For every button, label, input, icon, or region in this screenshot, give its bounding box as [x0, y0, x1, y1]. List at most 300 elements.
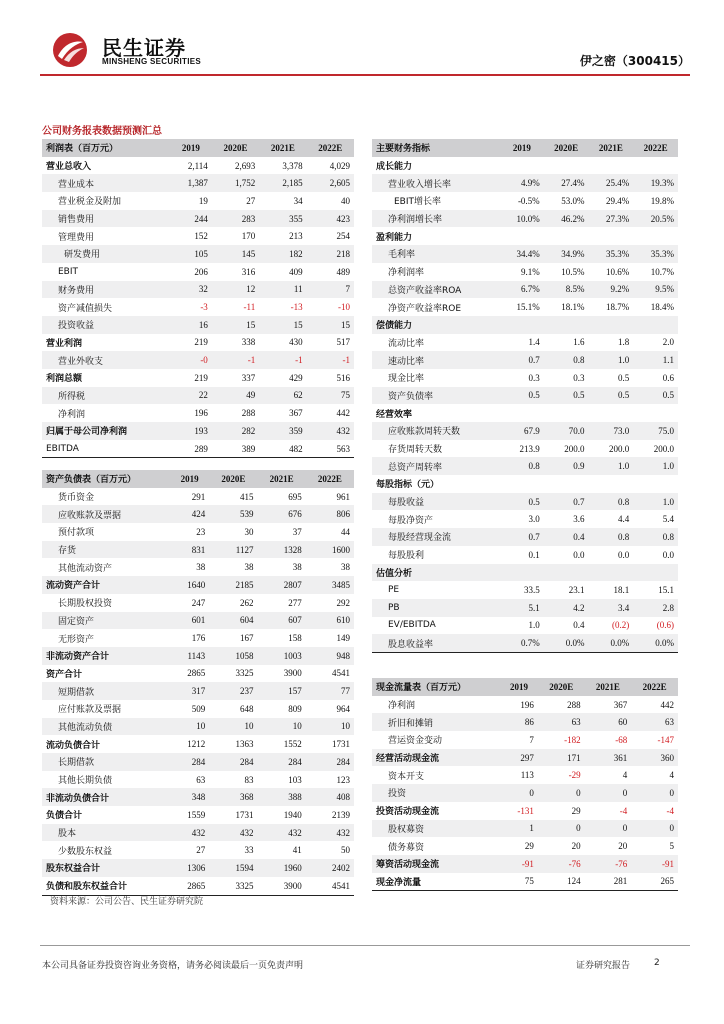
cell-value: 4.2 [544, 599, 589, 617]
cell-value: 19 [198, 195, 208, 206]
cell-value: 2139 [332, 809, 350, 820]
column-header: 2020E [538, 678, 585, 696]
cell-value: 22 [170, 387, 212, 405]
cell-value: 648 [239, 703, 254, 714]
cell-value: -91 [631, 855, 678, 873]
table-row [372, 634, 678, 652]
cell-value: 430 [289, 337, 303, 348]
cell-value: 16 [170, 316, 212, 334]
cell-value: 348 [170, 788, 209, 806]
table-row [372, 475, 678, 493]
row-label: 经营效率 [376, 409, 413, 420]
table-title: 资产负债表（百万元） [42, 470, 170, 488]
row-label: 营业收入增长率 [372, 174, 500, 192]
cell-value: -91 [500, 855, 538, 873]
cell-value: 23.1 [568, 585, 585, 596]
cell-value: 124 [538, 873, 585, 891]
cell-value: 170 [241, 231, 256, 242]
row-label: 长期股权投资 [58, 599, 113, 610]
table-row [42, 594, 354, 612]
cell-value: 610 [306, 612, 354, 630]
cell-value: 83 [244, 774, 254, 785]
balance-sheet-table [42, 470, 354, 896]
cell-value: 432 [306, 824, 354, 842]
table-row [42, 877, 354, 895]
cell-value: 15 [307, 316, 354, 334]
cell-value: 3.4 [588, 599, 633, 617]
cell-value: 676 [257, 505, 305, 523]
cell-value: 213.9 [519, 443, 540, 454]
cell-value: 193 [170, 422, 212, 440]
row-label: 每股股利 [388, 551, 425, 562]
row-label: EBIT增长率 [394, 197, 442, 208]
cell-value: 1731 [235, 809, 254, 820]
row-label: 研发费用 [42, 245, 170, 263]
cell-value: 3.6 [573, 514, 585, 525]
table-row [42, 523, 354, 541]
cell-value: 152 [194, 231, 208, 242]
row-label: 净利润率 [388, 268, 425, 279]
table-row [372, 316, 678, 334]
cell-value [544, 404, 589, 422]
column-header: 2019 [170, 139, 212, 157]
cell-value: 604 [209, 612, 257, 630]
cell-value: 2865 [187, 668, 206, 679]
table-row [372, 192, 678, 210]
cell-value: 0.0 [662, 549, 674, 560]
cell-value: 18.4% [650, 302, 674, 313]
cell-value: 46.2% [544, 210, 589, 228]
row-label: 营业总收入 [46, 162, 92, 173]
cell-value: 10 [306, 718, 354, 736]
row-label: 投资活动现金流 [376, 807, 440, 818]
cell-value: -4 [619, 805, 628, 816]
cell-value: 5 [669, 841, 674, 852]
cell-value: 158 [288, 633, 302, 644]
cell-value: 0.7% [500, 634, 544, 652]
column-header: 2021E [257, 470, 305, 488]
table-row [372, 404, 678, 422]
table-row [372, 766, 678, 784]
cell-value: 18.1% [561, 302, 585, 313]
table-row [42, 334, 354, 352]
cell-value: 103 [288, 774, 302, 785]
cell-value: 3325 [235, 668, 254, 679]
table-row [372, 599, 678, 617]
cell-value: 0.8 [544, 351, 589, 369]
cell-value: 1.4 [528, 337, 540, 348]
cell-value: 7 [529, 734, 534, 745]
cell-value [544, 157, 589, 175]
cell-value: 50 [341, 845, 350, 856]
cell-value: 123 [336, 774, 350, 785]
cell-value: 35.3% [588, 245, 633, 263]
table-row [372, 493, 678, 511]
page-header [40, 26, 690, 76]
table-row [372, 334, 678, 352]
cell-value: 213 [289, 231, 303, 242]
row-label: 其他流动负债 [42, 718, 170, 736]
cell-value [544, 316, 589, 334]
cell-value [500, 564, 544, 582]
cell-value: 317 [170, 682, 209, 700]
cell-value: 15.1 [658, 585, 674, 596]
table-row [42, 387, 354, 405]
table-row [42, 647, 354, 665]
row-label: 每股净资产 [388, 515, 434, 526]
cell-value: (0.6) [656, 620, 674, 631]
cell-value: 10 [170, 718, 209, 736]
cell-value: 9.1% [520, 266, 540, 277]
cell-value: 3,378 [282, 160, 303, 171]
cell-value: 0.0% [544, 634, 589, 652]
cell-value: 34.4% [500, 245, 544, 263]
cell-value: 4.9% [500, 174, 544, 192]
cell-value: 27 [246, 195, 256, 206]
row-label: 非流动负债合计 [42, 788, 170, 806]
cell-value [588, 316, 633, 334]
row-label: 股东权益合计 [42, 859, 170, 877]
cell-value [633, 404, 678, 422]
cell-value: 281 [585, 873, 632, 891]
table-title: 现金流量表（百万元） [372, 678, 500, 696]
table-row [42, 281, 354, 299]
cell-value: 254 [336, 231, 350, 242]
cell-value [500, 475, 544, 493]
cell-value: 182 [259, 245, 306, 263]
cell-value: 0.5 [617, 372, 630, 383]
cell-value: 291 [191, 491, 206, 502]
cell-value: 219 [194, 337, 208, 348]
cell-value: 0.8 [588, 528, 633, 546]
cell-value: 34.9% [544, 245, 589, 263]
cell-value: 12 [212, 281, 259, 299]
cell-value: 206 [194, 266, 208, 277]
cell-value: 0.8 [633, 528, 678, 546]
cell-value: 1940 [283, 809, 302, 820]
cell-value: 2185 [209, 576, 257, 594]
cell-value: 601 [170, 612, 209, 630]
table-row [42, 665, 354, 683]
cell-value: 0 [585, 784, 632, 802]
row-label: 非流动资产合计 [42, 647, 170, 665]
cell-value: 0.3 [573, 372, 585, 383]
cell-value: 0.7 [500, 351, 544, 369]
table-row [372, 440, 678, 458]
column-header: 2019 [170, 470, 209, 488]
cell-value: 0.5 [633, 387, 678, 405]
column-header: 2021E [585, 678, 632, 696]
table-row [42, 718, 354, 736]
cell-value: 539 [209, 505, 257, 523]
cell-value: 316 [241, 266, 256, 277]
cell-value: 219 [194, 372, 208, 383]
cell-value: 113 [520, 770, 534, 781]
cell-value: 29.4% [605, 195, 630, 206]
row-label: 盈利能力 [376, 232, 413, 243]
table-row [42, 558, 354, 576]
cell-value: -182 [564, 734, 581, 745]
cell-value: 442 [660, 699, 674, 710]
cell-value: 0.7 [544, 493, 589, 511]
table-row [372, 245, 678, 263]
row-label: 净利润 [58, 409, 86, 420]
row-label: 营业税金及附加 [58, 197, 122, 208]
cell-value: 1960 [257, 859, 305, 877]
cell-value: 262 [239, 597, 254, 608]
table-row [372, 157, 678, 175]
table-row [42, 422, 354, 440]
row-label: 营运资金变动 [388, 736, 443, 747]
cell-value: 2,114 [187, 160, 208, 171]
table-row [372, 298, 678, 316]
cell-value: 18.1 [613, 585, 630, 596]
cell-value: 60 [585, 713, 632, 731]
cell-value: 4541 [332, 668, 350, 679]
table-title: 主要财务指标 [372, 139, 500, 157]
cell-value: 961 [336, 491, 350, 502]
cell-value: 424 [170, 505, 209, 523]
row-label: 固定资产 [42, 612, 170, 630]
cell-value: 67.9 [500, 422, 544, 440]
cell-value: 63 [196, 774, 206, 785]
cell-value: 367 [613, 699, 628, 710]
cell-value: 9.5% [633, 281, 678, 299]
cell-value: 284 [257, 753, 305, 771]
table-row [42, 488, 354, 506]
cell-value: 297 [500, 749, 538, 767]
table-row [42, 316, 354, 334]
cell-value: 4541 [306, 877, 354, 895]
cell-value: 29 [524, 841, 534, 852]
column-header: 2022E [633, 139, 678, 157]
cell-value: 41 [292, 845, 302, 856]
row-label: 资本开支 [388, 771, 425, 782]
cell-value: 29 [571, 805, 581, 816]
cell-value [633, 475, 678, 493]
table-row [42, 859, 354, 877]
row-label: 毛利率 [372, 245, 500, 263]
table-row [372, 855, 678, 873]
row-label: 每股指标（元） [376, 480, 440, 491]
cell-value: 442 [336, 408, 350, 419]
cell-value: 284 [306, 753, 354, 771]
cell-value: 409 [289, 266, 303, 277]
cell-value: 0 [585, 820, 632, 838]
cell-value: 20.5% [633, 210, 678, 228]
cell-value: 288 [241, 408, 256, 419]
cell-value: 4.4 [617, 514, 630, 525]
cell-value: 63 [538, 713, 585, 731]
row-label: 投资收益 [42, 316, 170, 334]
cell-value: 77 [306, 682, 354, 700]
cell-value: 806 [306, 505, 354, 523]
logo-subtext: MINSHENG SECURITIES [102, 57, 202, 66]
cell-value: 0.5 [588, 387, 633, 405]
column-header: 2019 [500, 678, 538, 696]
cell-value: 40 [341, 195, 350, 206]
cell-value: 38 [341, 562, 350, 573]
cell-value: 35.3% [633, 245, 678, 263]
row-label: 流动比率 [388, 338, 425, 349]
row-label: 偿债能力 [372, 316, 500, 334]
column-header: 2020E [209, 470, 257, 488]
table-row [372, 696, 678, 714]
cell-value: 1.0 [633, 457, 678, 475]
cell-value: 75 [307, 387, 354, 405]
row-label: 应付账款及票据 [58, 705, 122, 716]
table-row [372, 873, 678, 891]
cell-value: 283 [212, 210, 259, 228]
cell-value: 284 [170, 753, 209, 771]
table-title: 利润表（百万元） [42, 139, 170, 157]
row-label: 总资产收益率ROA [372, 281, 500, 299]
row-label: 其他长期负债 [58, 776, 113, 787]
cell-value: 27.3% [588, 210, 633, 228]
row-label: 总资产周转率 [372, 457, 500, 475]
cell-value: 7 [307, 281, 354, 299]
cell-value: 1559 [187, 809, 206, 820]
cell-value: 0.7 [500, 528, 544, 546]
cell-value: 27.4% [544, 174, 589, 192]
table-row [372, 820, 678, 838]
table-row [372, 749, 678, 767]
table-row [372, 263, 678, 281]
cell-value [500, 227, 544, 245]
cell-value: 10.5% [561, 266, 585, 277]
row-label: 短期借款 [42, 682, 170, 700]
table-row [372, 528, 678, 546]
cell-value: 2807 [257, 576, 305, 594]
cell-value: 1600 [306, 541, 354, 559]
cell-value: 171 [538, 749, 585, 767]
cell-value: 9.2% [588, 281, 633, 299]
cell-value: 3900 [257, 877, 305, 895]
column-header: 2022E [307, 139, 354, 157]
cell-value: -0 [170, 351, 212, 369]
row-label: EBIT [58, 266, 79, 277]
section-title: 公司财务报表数据预测汇总 [42, 126, 162, 137]
page-number: 2 [654, 958, 660, 968]
row-label: 债务募资 [388, 842, 425, 853]
cell-value: 218 [307, 245, 354, 263]
cell-value: 200.0 [653, 443, 674, 454]
cell-value: 361 [585, 749, 632, 767]
cell-value: 282 [212, 422, 259, 440]
row-label: 销售费用 [42, 210, 170, 228]
row-label: 经营活动现金流 [372, 749, 500, 767]
cell-value [633, 157, 678, 175]
cell-value: 10.0% [500, 210, 544, 228]
row-label: 管理费用 [58, 232, 95, 243]
cell-value: 1.1 [633, 351, 678, 369]
cell-value: 265 [631, 873, 678, 891]
table-row [372, 457, 678, 475]
logo-text: 民生证券 [102, 38, 186, 60]
cell-value: 432 [257, 824, 305, 842]
cell-value: 10.6% [605, 266, 630, 277]
cell-value: 0.8 [500, 457, 544, 475]
table-row [372, 617, 678, 635]
row-label: 无形资产 [58, 634, 95, 645]
row-label: 筹资活动现金流 [372, 855, 500, 873]
row-label: 所得税 [42, 387, 170, 405]
income-statement-table [42, 139, 354, 458]
row-label: 资产负债率 [372, 387, 500, 405]
cell-value: 62 [259, 387, 306, 405]
cell-value: 0.0 [617, 549, 630, 560]
cell-value: 32 [170, 281, 212, 299]
row-label: 归属于母公司净利润 [42, 422, 170, 440]
table-row [372, 422, 678, 440]
cell-value: 1.8 [617, 337, 630, 348]
row-label: 负债和股东权益合计 [42, 877, 170, 895]
row-label: 财务费用 [42, 281, 170, 299]
cell-value: 5.1 [500, 599, 544, 617]
cell-value: 432 [307, 422, 354, 440]
cell-value: -76 [538, 855, 585, 873]
cell-value: 1,752 [212, 174, 259, 192]
table-row [42, 788, 354, 806]
cell-value: 3900 [283, 668, 302, 679]
cell-value: 289 [170, 440, 212, 458]
table-row [42, 245, 354, 263]
cell-value: 86 [500, 713, 538, 731]
cell-value: -29 [568, 770, 581, 781]
table-header-row [372, 139, 678, 157]
cell-value: -10 [338, 302, 350, 313]
cell-value: 0.9 [544, 457, 589, 475]
cell-value: 0 [631, 820, 678, 838]
row-label: 营业成本 [42, 174, 170, 192]
table-row [42, 174, 354, 192]
row-label: 现金比率 [388, 374, 425, 385]
table-row [42, 735, 354, 753]
row-label: 利润总额 [46, 374, 83, 385]
cell-value: 11 [259, 281, 306, 299]
table-row [42, 806, 354, 824]
row-label: 速动比率 [372, 351, 500, 369]
cell-value [588, 157, 633, 175]
cell-value: 0.5 [544, 387, 589, 405]
row-label: 流动负债合计 [46, 740, 101, 751]
row-label: 每股收益 [372, 493, 500, 511]
table-header-row [372, 678, 678, 696]
cell-value: 1,387 [170, 174, 212, 192]
cell-value: -1 [212, 351, 259, 369]
cell-value: -147 [657, 734, 674, 745]
cell-value: 1.6 [573, 337, 585, 348]
cell-value: 196 [520, 699, 534, 710]
column-header: 2020E [212, 139, 259, 157]
cell-value: 516 [336, 372, 350, 383]
row-label: 其他流动资产 [58, 563, 113, 574]
cell-value: 25.4% [588, 174, 633, 192]
report-type-label: 证券研究报告 [576, 961, 631, 971]
cell-value: 167 [239, 633, 254, 644]
table-row [372, 281, 678, 299]
cell-value: 33 [244, 845, 254, 856]
cell-value: 695 [288, 491, 302, 502]
column-header: 2022E [306, 470, 354, 488]
cell-value: 27 [196, 845, 206, 856]
table-row [372, 351, 678, 369]
cell-value [588, 564, 633, 582]
cell-value: 482 [259, 440, 306, 458]
cell-value [544, 475, 589, 493]
column-header: 2021E [259, 139, 306, 157]
table-row [42, 192, 354, 210]
